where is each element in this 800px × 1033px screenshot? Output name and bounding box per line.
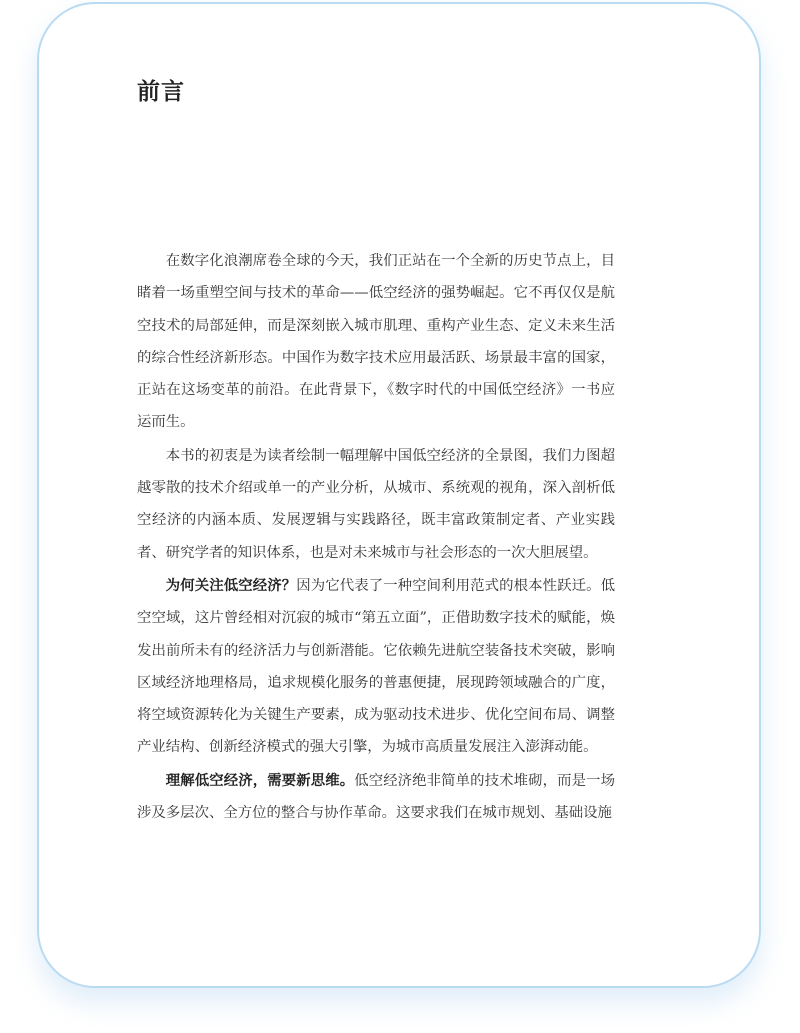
paragraph-text: 因为它代表了一种空间利用范式的根本性跃迁。低空空域，这片曾经相对沉寂的城市“第五立面”，正借助数字技术的赋能，焕发出前所未有的经济活力与创新潜能。它依赖先进航空装备技术突破，影响区域经济地理格局，追求规模化服务的普惠便捷，展现跨领域融合的广度，将空域资源转化为关键生产要素，成为驱动技术进步、优化空间布局、调整产业结构、创新经济模式的强大引擎，为城市高质量发展注入澎湃动能。 (137, 577, 615, 756)
preface-body (137, 245, 615, 830)
paragraph-lead: 为何关注低空经济？ (165, 576, 297, 594)
paragraph (137, 570, 615, 764)
paragraph-text: 低空经济绝非简单的技术堆砌，而是一场涉及多层次、全方位的整合与协作革命。这要求我们在城市规划、基础设施 (137, 772, 615, 822)
paragraph (137, 440, 615, 569)
paragraph-text: 本书的初衷是为读者绘制一幅理解中国低空经济的全景图，我们力图超越零散的技术介绍或单一的产业分析，从城市、系统观的视角，深入剖析低空经济的内涵本质、发展逻辑与实践路径，既丰富政策制定者、产业实践者、研究学者的知识体系，也是对未来城市与社会形态的一次大胆展望。 (137, 447, 615, 561)
paragraph-lead: 理解低空经济，需要新思维。 (165, 771, 355, 789)
page-title: 前言 (137, 78, 185, 105)
paragraph-text: 在数字化浪潮席卷全球的今天，我们正站在一个全新的历史节点上，目睹着一场重塑空间与技术的革命——低空经济的强势崛起。它不再仅仅是航空技术的局部延伸，而是深刻嵌入城市肌理、重构产业生态、定义未来生活的综合性经济新形态。中国作为数字技术应用最活跃、场景最丰富的国家，正站在这场变革的前沿。在此背景下，《数字时代的中国低空经济》一书应运而生。 (137, 253, 615, 431)
paragraph (137, 245, 615, 439)
paragraph (137, 765, 615, 830)
